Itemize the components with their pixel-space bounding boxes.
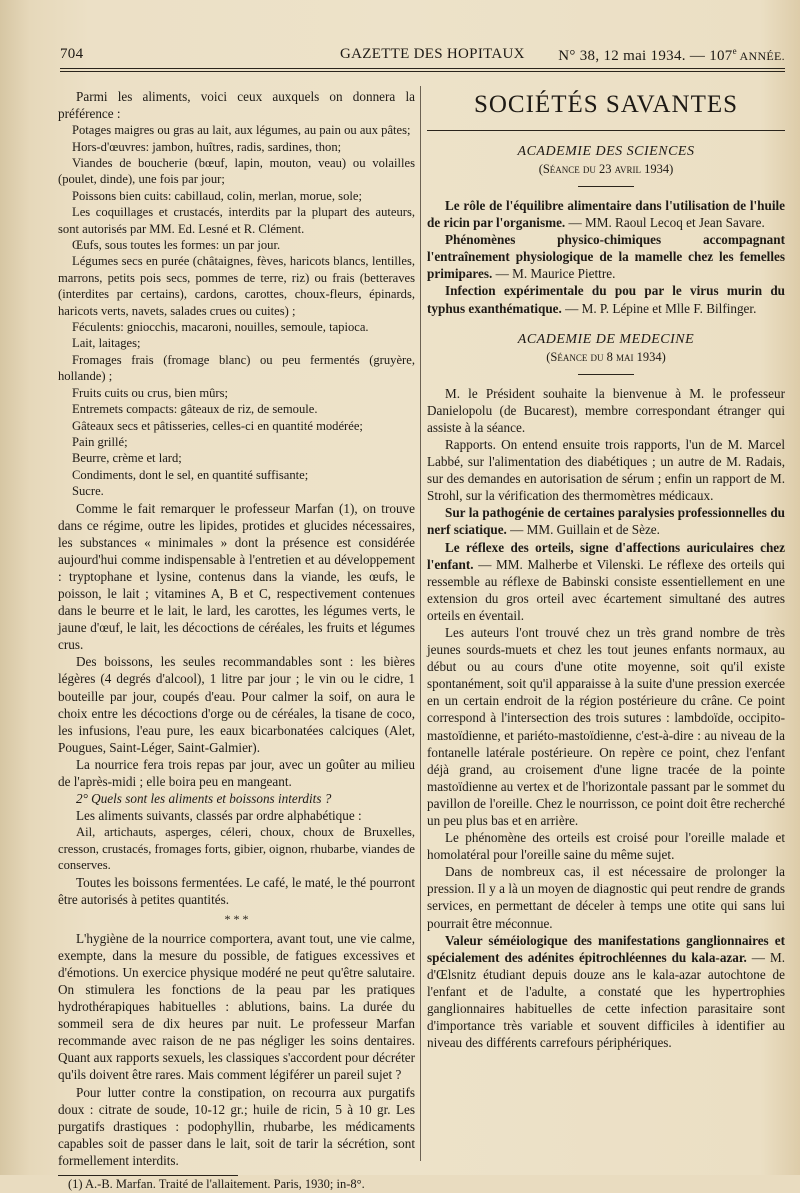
question-heading: 2° Quels sont les aliments et boissons interdits ?	[76, 791, 332, 807]
header-rule	[60, 68, 785, 69]
paragraph-interdits-list: Ail, artichauts, asperges, céleri, choux, choux de Bruxelles, cresson, crustacés, fromages forts, gibier, oignon, rhubarbe, viandes de conserves.	[58, 825, 415, 873]
diet-intro: Parmi les aliments, voici ceux auxquels on donnera la préférence :	[58, 89, 415, 122]
paragraph-repas: La nourrice fera trois repas par jour, avec un goûter au milieu de l'après-midi ; elle boira peu en mangeant.	[58, 756, 415, 790]
paragraph-fermentees: Toutes les boissons fermentées. Le café, le maté, le thé pourront être autorisés à petites quantités.	[58, 874, 415, 907]
diet-item: Sucre.	[72, 484, 104, 499]
paragraph-cas: Dans de nombreux cas, il est nécessaire de prolonger la pression. Il y a là un moyen de diagnostic qui peut rendre de grands services, en permettant de déceler à temps une otite qui sans lui pourrait être méconnue.	[427, 864, 785, 931]
paragraph-interdits-intro: Les aliments suivants, classés par ordre alphabétique :	[76, 808, 362, 824]
diet-item: Condiments, dont le sel, en quantité suffisante;	[72, 467, 309, 482]
diet-item: Œufs, sous toutes les formes: un par jour.	[72, 238, 281, 253]
sci-entry: Phénomènes physico-chimiques accompagnant l'entraînement physiologique de la mamelle chez les femelles primipares. — M. Maurice Piettre.	[427, 232, 785, 282]
sci-entry: Le rôle de l'équilibre alimentaire dans l'utilisation de l'huile de ricin par l'organisme. — MM. Raoul Lecoq et Jean Savare.	[427, 198, 785, 231]
diet-item: Viandes de boucherie (bœuf, lapin, mouton, veau) ou volailles (poulet, dinde), une fois par jour;	[58, 156, 415, 187]
diet-item: Fruits cuits ou crus, bien mûrs;	[72, 385, 229, 400]
entry-reflexe: Le réflexe des orteils, signe d'affections auriculaires chez l'enfant. — MM. Malherbe et Vilenski. Le réflexe des orteils qui ressemble au réflexe de Babinski consiste essentiellement en une extension du gros orteil avec écartement simultané des autres orteils en éventail.	[427, 539, 785, 623]
header-rule-2	[60, 71, 785, 72]
footnote: (1) A.-B. Marfan. Traité de l'allaitement. Paris, 1930; in-8°.	[68, 1177, 365, 1192]
diet-item: Féculents: gniocchis, macaroni, nouilles, semoule, tapioca.	[72, 320, 369, 335]
sci-entry: Infection expérimentale du pou par le virus murin du typhus exanthématique. — M. P. Lépine et Mlle F. Bilfinger.	[427, 283, 785, 316]
entry-paralysies: Sur la pathogénie de certaines paralysies professionnelles du nerf sciatique. — MM. Guillain et de Sèze.	[427, 505, 785, 538]
diet-item: Gâteaux secs et pâtisseries, celles-ci en quantité modérée;	[72, 418, 363, 433]
paragraph-rapports: Rapports. On entend ensuite trois rapports, l'un de M. Marcel Labbé, sur l'alimentation des diabétiques ; un autre de M. Radais, sur des demandes en autorisation de sérum ; enfin un rapport de M. Strohl, sur la vérification des thermomètres médicaux.	[427, 436, 785, 504]
section-stars: * * *	[224, 911, 249, 926]
diet-item: Beurre, crème et lard;	[72, 451, 182, 466]
running-header	[60, 44, 785, 68]
diet-item: Fromages frais (fromage blanc) ou peu fermentés (gruyère, hollande) ;	[58, 352, 415, 384]
paragraph-phenomene: Le phénomène des orteils est croisé pour l'oreille malade et homolatéral pour l'oreille saine du même sujet.	[427, 830, 785, 863]
diet-item: Les coquillages et crustacés, interdits par la plupart des auteurs, sont autorisés par MM. Ed. Lesné et R. Clément.	[58, 205, 415, 236]
right-column	[427, 88, 785, 1051]
section-title: SOCIÉTÉS SAVANTES	[473, 91, 739, 118]
paragraph-hygiene: L'hygiène de la nourrice comportera, avant tout, une vie calme, exempte, dans la mesure du possible, de fatigues excessives et d'émotions. Un exercice physique modéré ne peut qu'être salutaire. On stimulera les fonctions de la peau par les pratiques hydrothérapiques habituelles : ablutions, bains. La durée du sommeil sera de dix heures par nuit. Le professeur Marfan recommande avec raison de ne pas négliger les soins dentaires. Quant aux rapports sexuels, les classiques s'accordent pour décréter qu'ils doivent être rares. Mais comment légiférer un pareil sujet ?	[58, 930, 415, 1083]
seance-medecine: (Séance du 8 mai 1934)	[546, 349, 666, 364]
page-number: 704	[60, 46, 84, 62]
academy-medecine-heading: ACADEMIE DE MEDECINE	[517, 331, 695, 347]
diet-item: Entremets compacts: gâteaux de riz, de semoule.	[72, 402, 318, 417]
column-divider	[420, 86, 421, 1161]
journal-title: GAZETTE DES HOPITAUX	[340, 46, 525, 62]
diet-item: Hors-d'œuvres: jambon, huîtres, radis, sardines, thon;	[72, 139, 342, 154]
paragraph-auteurs: Les auteurs l'ont trouvé chez un très grand nombre de très jeunes sourds-muets et chez les tout jeunes enfants normaux, au début ou au cours d'une otite moyenne, soit qu'il existe spontanément, soit qu'il apparaisse à la suite d'une pression exercée en un certain endroit de la région postérieure du crâne. Ce point correspond à l'intersection des trois sutures : lambdoïde, occipito-mastoïdienne, et pariéto-mastoïdienne, c'est-à-dire : au niveau de la fontanelle latérale postérieure. On repère ce point, chez l'enfant déjà grand, au croisement d'une ligne tracée de la pointe mastoïdienne au vertex et de l'horizontale passant par le sommet du pavillon de l'oreille. Chez le nourrisson, ce point doit être recherché un peu plus bas et en arrière.	[427, 624, 785, 828]
paragraph-marfan: Comme le fait remarquer le professeur Marfan (1), on trouve dans ce régime, outre les lipides, protides et glucides nécessaires, les substances « minimales » dont la présence est considérée aujourd'hui comme indispensable à l'entretien et au développement : tryptophane et lysine, contenus dans la viande, les œufs, le poisson, le lait ; vitamines A, B et C, respectivement contenues dans le beurre et le lait, le lard, les carottes, les légumes verts, le jaune d'œuf, le lait, les décoctions de céréales, les fruits et légumes crus.	[58, 500, 415, 653]
diet-item: Lait, laitages;	[72, 336, 141, 351]
separator	[578, 186, 634, 187]
section-rule	[427, 130, 785, 131]
diet-item: Potages maigres ou gras au lait, aux légumes, au pain ou aux pâtes;	[72, 123, 411, 138]
diet-list	[58, 122, 415, 499]
entry-valeur: Valeur séméiologique des manifestations ganglionnaires et spécialement des adénites épitrochléennes du kala-azar. — M. d'Œlsnitz étudiant depuis douze ans le kala-azar autochtone de l'enfant et de l'adulte, a constaté que les hypertrophies ganglionnaires habituelles de cette infection parasitaire sont d'importance très variable et souvent difficiles à identifier au niveau des différents carrefours périphériques.	[427, 932, 785, 1051]
seance-sciences: (Séance du 23 avril 1934)	[538, 162, 674, 176]
paragraph-boissons: Des boissons, les seules recommandables sont : les bières légères (4 degrés d'alcool), 1 litre par jour ; le vin ou le cidre, 1 bouteille par jour, coupés d'eau. Pour calmer la soif, on aura le choix entre les décoctions d'orge ou de céréales, la tisane de coco, les infusions, l'eau pure, les eaux bicarbonatées calciques (Alet, Pougues, Saint-Léger, Saint-Galmier).	[58, 654, 415, 755]
separator	[578, 374, 634, 375]
issue-info: N° 38, 12 mai 1934. — 107e ANNÉE.	[558, 46, 785, 64]
left-column	[58, 88, 415, 1193]
diet-item: Poissons bien cuits: cabillaud, colin, merlan, morue, sole;	[72, 188, 362, 203]
paragraph-president: M. le Président souhaite la bienvenue à M. le professeur Danielopolu (de Bucarest), membre correspondant étranger qui assiste à la séance.	[427, 385, 785, 435]
academy-sciences-heading: ACADEMIE DES SCIENCES	[517, 144, 695, 159]
diet-item: Pain grillé;	[72, 434, 128, 449]
paragraph-constipation: Pour lutter contre la constipation, on recourra aux purgatifs doux : citrate de soude, 10-12 gr.; huile de ricin, 5 à 10 gr. Les purgatifs drastiques : podophyllin, rhubarbe, les médicaments capables soit de passer dans le lait, soit de tarir la sécrétion, sont formellement interdits.	[58, 1084, 415, 1168]
diet-item: Légumes secs en purée (châtaignes, fèves, haricots blancs, lentilles, marrons, petits pois secs, pommes de terre, riz) ou frais (betteraves (interdites par certains), cardons, carottes, choux-fleurs, épinards, haricots verts, navets, salades crues ou cuites) ;	[58, 254, 415, 318]
